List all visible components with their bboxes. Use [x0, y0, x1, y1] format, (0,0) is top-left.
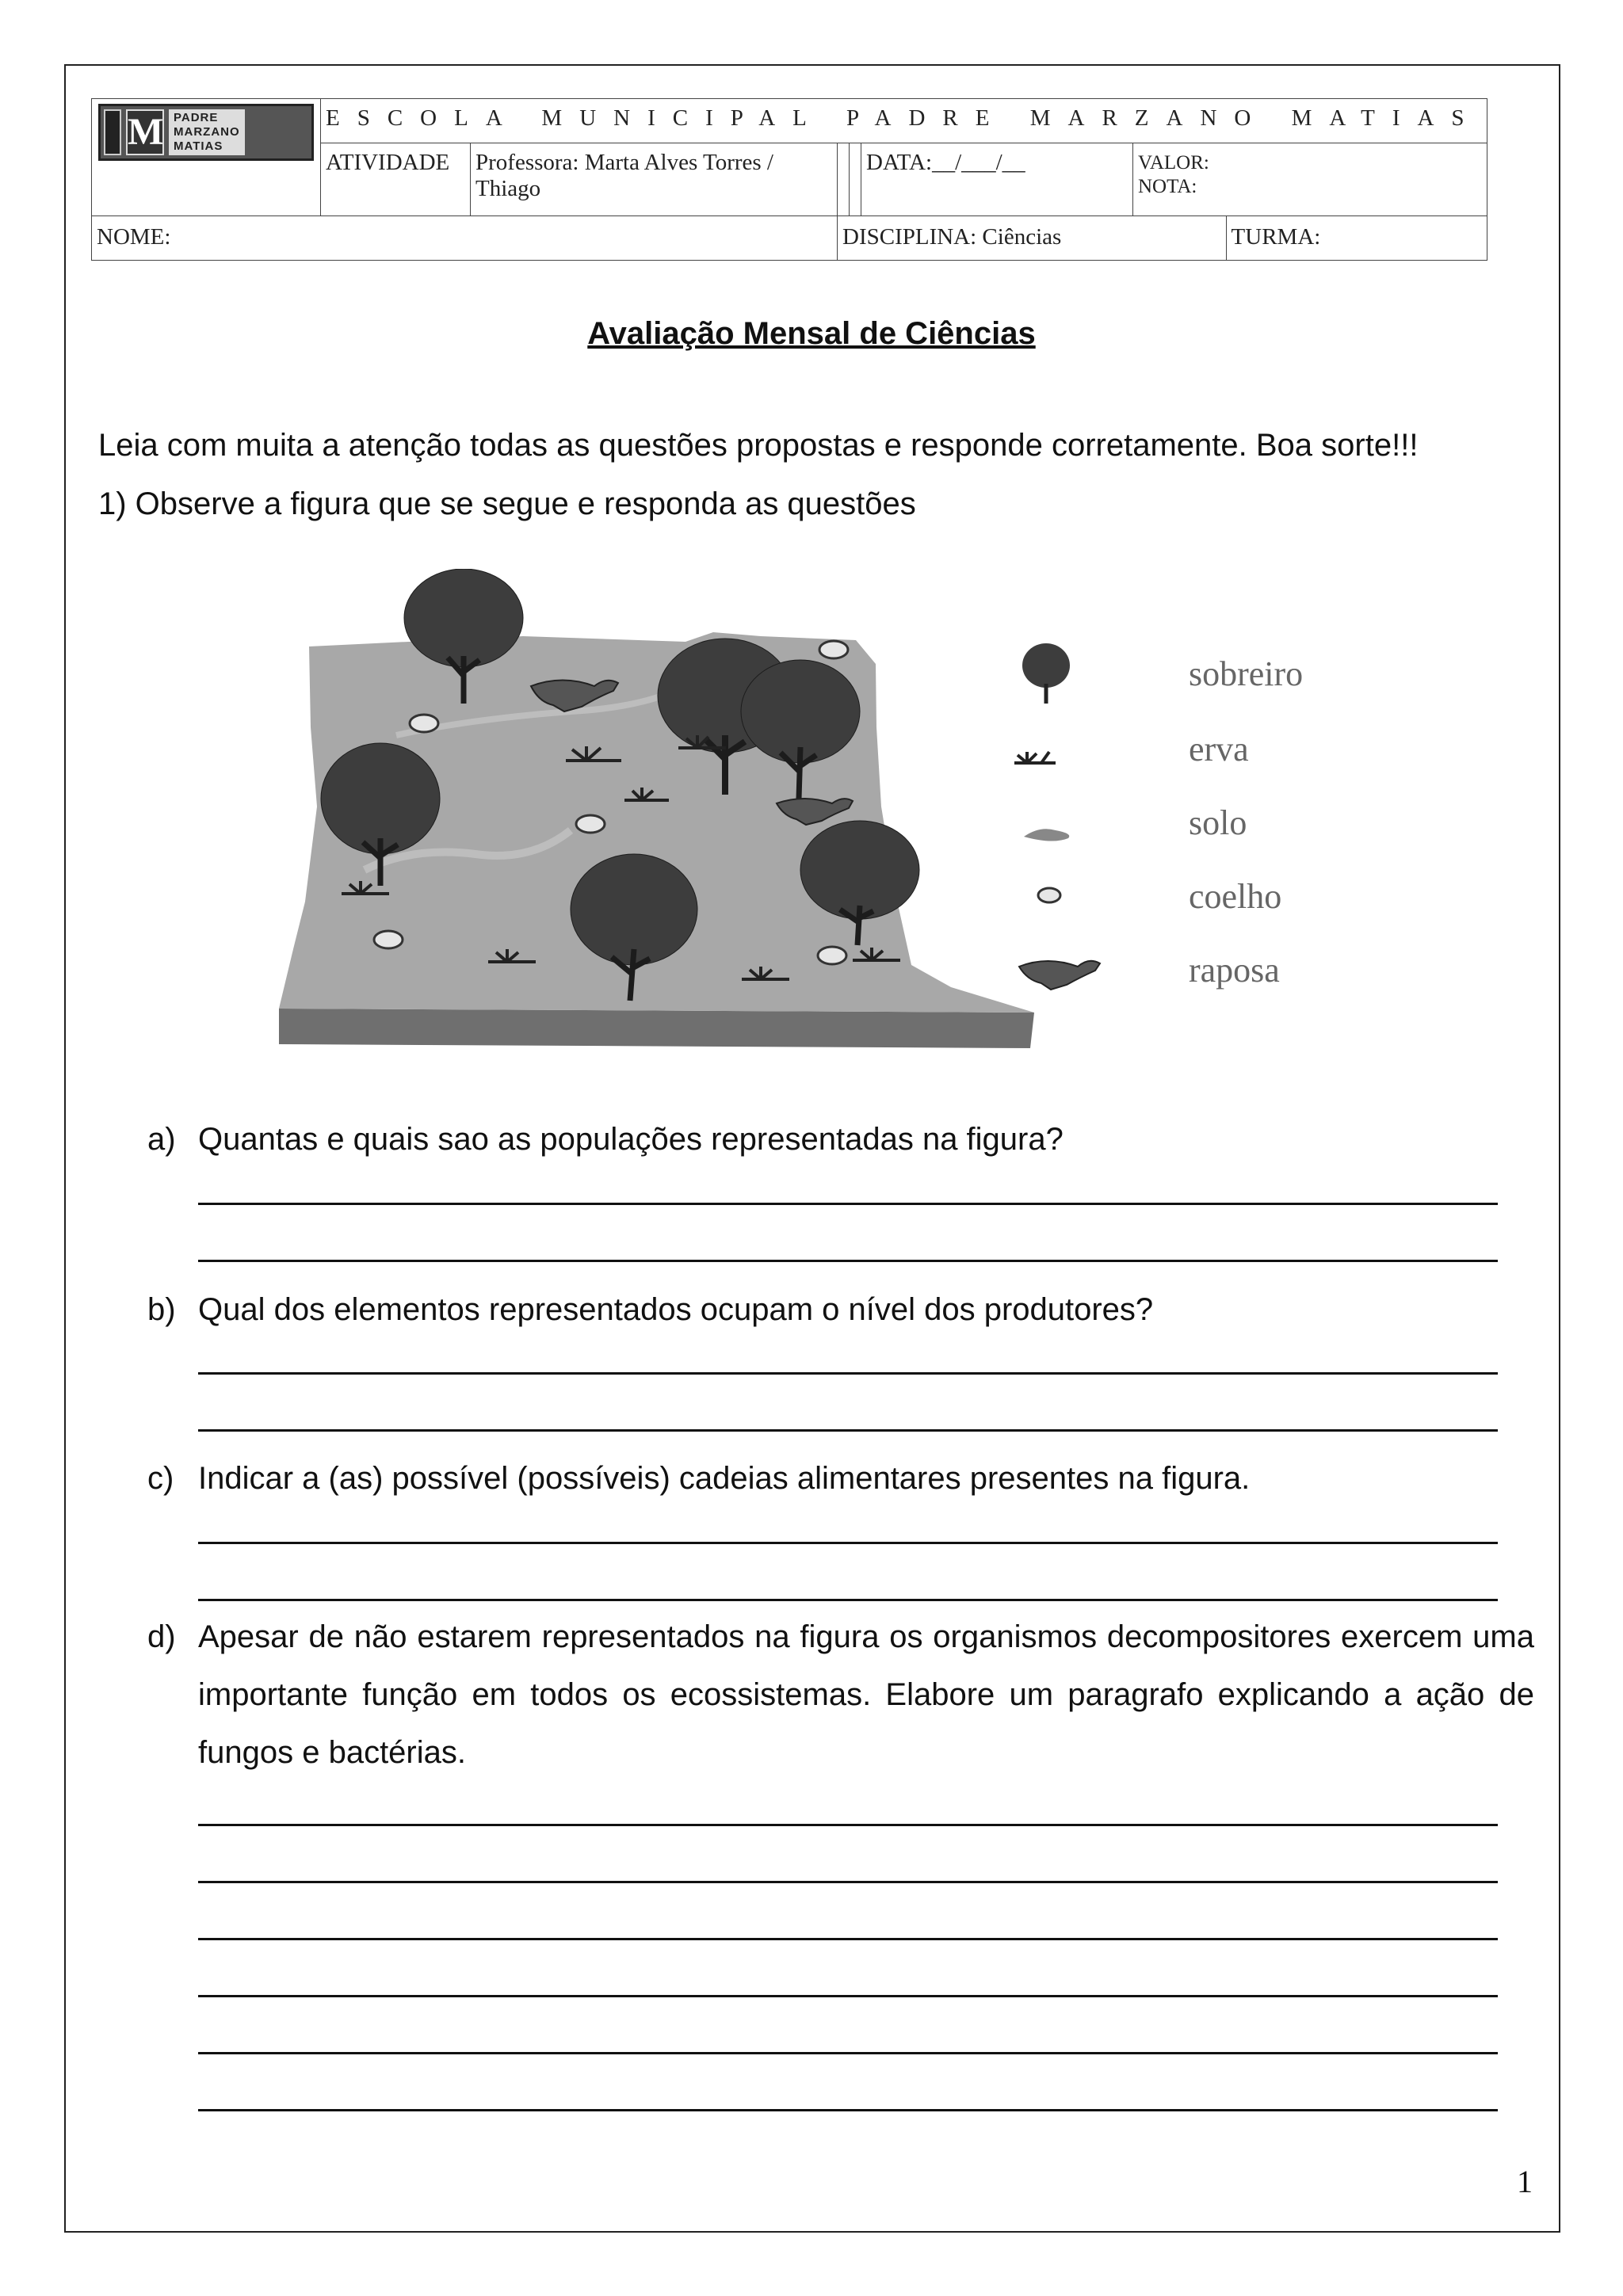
ecosystem-figure [269, 569, 1426, 1060]
legend-coelho-icon [1038, 888, 1060, 902]
answer-line[interactable] [198, 1938, 1498, 1940]
answer-line[interactable] [198, 1203, 1498, 1205]
grade-label: NOTA: [1138, 176, 1197, 197]
page-title: Avaliação Mensal de Ciências [587, 316, 1036, 351]
school-logo [98, 104, 314, 161]
answer-line[interactable] [198, 2109, 1498, 2111]
logo-text-line: MARZANO [174, 125, 240, 139]
logo-side-bar [104, 109, 121, 155]
legend-label: solo [1189, 803, 1247, 842]
teacher-name: Professora: Marta Alves Torres / [475, 150, 773, 175]
answer-line[interactable] [198, 1881, 1498, 1883]
header-table [91, 98, 1487, 261]
teacher-cell [471, 143, 838, 216]
blank-cell [850, 143, 861, 216]
legend-sobreiro-icon [1022, 643, 1070, 704]
answer-line[interactable] [198, 2052, 1498, 2054]
legend-solo-icon [1024, 829, 1069, 841]
legend-label: coelho [1189, 877, 1282, 916]
answer-line[interactable] [198, 1542, 1498, 1544]
teacher-name-cont: Thiago [475, 176, 541, 201]
class-field: TURMA: [1226, 216, 1487, 261]
legend-label: raposa [1189, 951, 1280, 990]
question-text: Qual dos elementos representados ocupam o nível dos produtores? [198, 1292, 1154, 1327]
legend-label: erva [1189, 730, 1249, 769]
answer-line[interactable] [198, 1599, 1498, 1601]
name-field: NOME: [92, 216, 838, 261]
question-text: Apesar de não estarem representados na figura os organismos decompositores exercem uma importante função em todos os ecossistemas. Elabore um paragrafo explicando a ação de fungos e bactérias. [198, 1619, 1534, 1770]
answer-line[interactable] [198, 1995, 1498, 1997]
activity-label: ATIVIDADE [321, 143, 471, 216]
value-label: VALOR: [1138, 152, 1209, 174]
page-number: 1 [1517, 2164, 1533, 2199]
legend-raposa-icon [1019, 961, 1100, 990]
logo-text [169, 109, 245, 155]
question-text: Indicar a (as) possível (possíveis) cadeias alimentares presentes na figura. [198, 1461, 1251, 1496]
question-letter: c) [147, 1461, 174, 1496]
question-letter: a) [147, 1122, 176, 1157]
value-grade-cell [1133, 143, 1487, 216]
date-field: DATA:__/___/__ [861, 143, 1133, 216]
logo-cell [92, 99, 321, 216]
terrain-side [279, 1009, 1034, 1048]
legend-label: sobreiro [1189, 654, 1304, 693]
question-letter: d) [147, 1619, 176, 1654]
school-name: ESCOLA MUNICIPAL PADRE MARZANO MATIAS [321, 99, 1487, 143]
legend-erva-icon [1014, 752, 1056, 763]
blank-cell [838, 143, 850, 216]
question-1: 1) Observe a figura que se segue e responda as questões [98, 486, 916, 521]
logo-text-line: MATIAS [174, 139, 223, 153]
answer-line[interactable] [198, 1260, 1498, 1262]
instructions: Leia com muita a atenção todas as questões propostas e responde corretamente. Boa sorte!!! [98, 428, 1419, 463]
question-text: Quantas e quais sao as populações representadas na figura? [198, 1122, 1064, 1157]
question-letter: b) [147, 1292, 176, 1327]
logo-mark: M [126, 109, 164, 155]
answer-line[interactable] [198, 1372, 1498, 1375]
logo-text-line: PADRE [174, 111, 219, 124]
discipline-field: DISCIPLINA: Ciências [838, 216, 1227, 261]
answer-line[interactable] [198, 1429, 1498, 1432]
answer-line[interactable] [198, 1824, 1498, 1826]
